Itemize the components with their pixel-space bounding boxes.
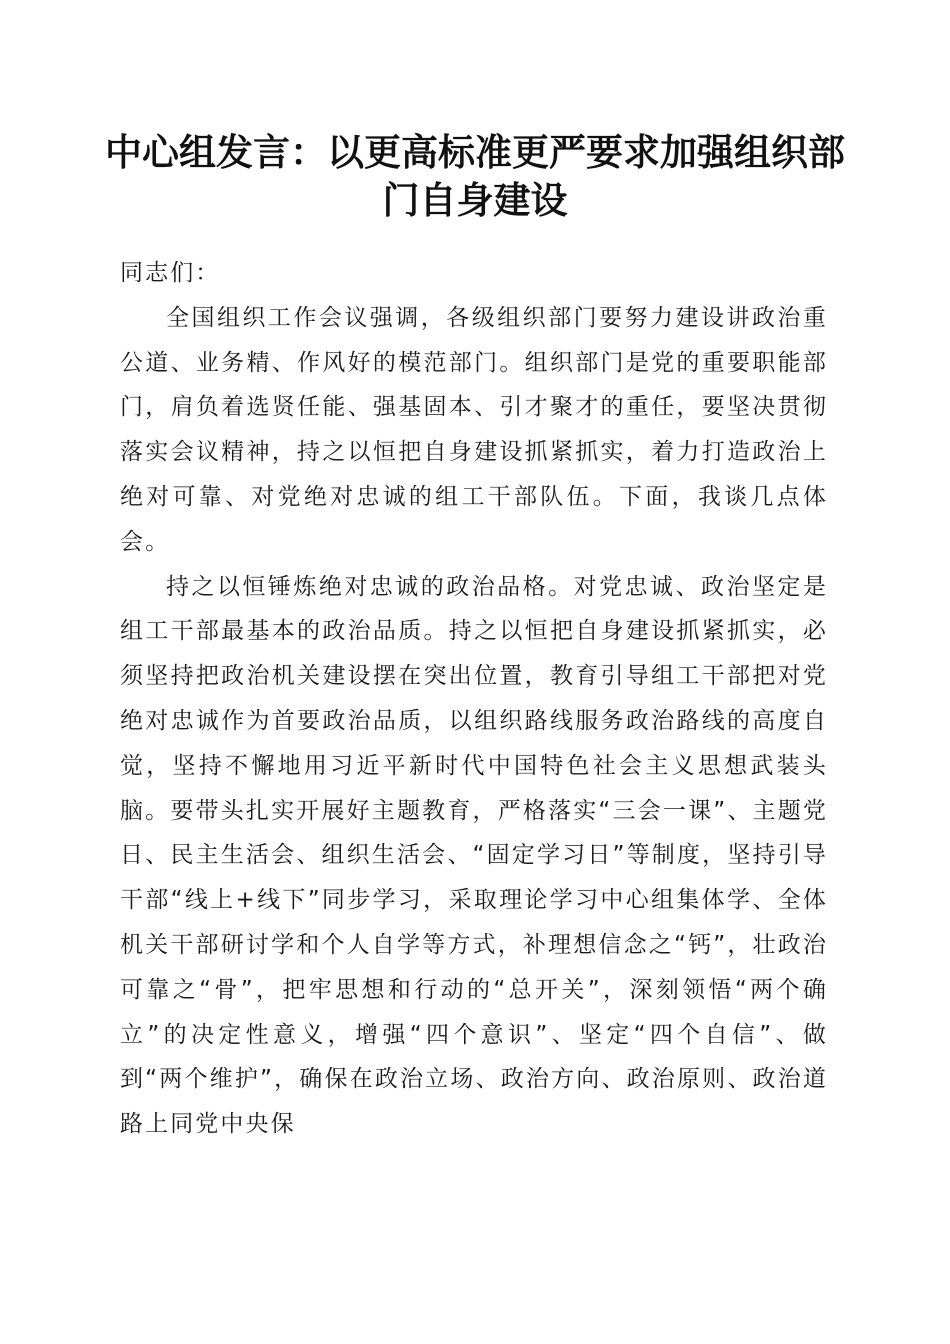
paragraph-2: 持之以恒锤炼绝对忠诚的政治品格。对党忠诚、政治坚定是组工干部最基本的政治品质。持之以恒把自身建设抓紧抓实，必须坚持把政治机关建设摆在突出位置，教育引导组工干部把对党绝对忠诚作为首要政治品质，以组织路线服务政治路线的高度自觉，坚持不懈地用习近平新时代中国特色社会主义思想武装头脑。要带头扎实开展好主题教育，严格落实“三会一课”、主题党日、民主生活会、组织生活会、“固定学习日”等制度，坚持引导干部“线上+线下”同步学习，采取理论学习中心组集体学、全体机关干部研讨学和个人自学等方式，补理想信念之“钙”，壮政治可靠之“骨”，把牢思想和行动的“总开关”，深刻领悟“两个确立”的决定性意义，增强“四个意识”、坚定“四个自信”、做到“两个维护”，确保在政治立场、政治方向、政治原则、政治道路上同党中央保 [120,573,828,1138]
salutation: 同志们： [120,260,221,286]
title-line-1: 中心组发言：以更高标准更严要求加强组织部 [105,130,845,174]
paragraph-1: 全国组织工作会议强调，各级组织部门要努力建设讲政治重公道、业务精、作风好的模范部门。组织部门是党的重要职能部门，肩负着选贤任能、强基固本、引才聚才的重任，要坚决贯彻落实会议精神，持之以恒把自身建设抓紧抓实，着力打造政治上绝对可靠、对党绝对忠诚的组工干部队伍。下面，我谈几点体会。 [120,304,828,555]
document-title [100,128,850,224]
title-line-2: 门自身建设 [382,178,568,222]
document-body [120,251,828,1147]
